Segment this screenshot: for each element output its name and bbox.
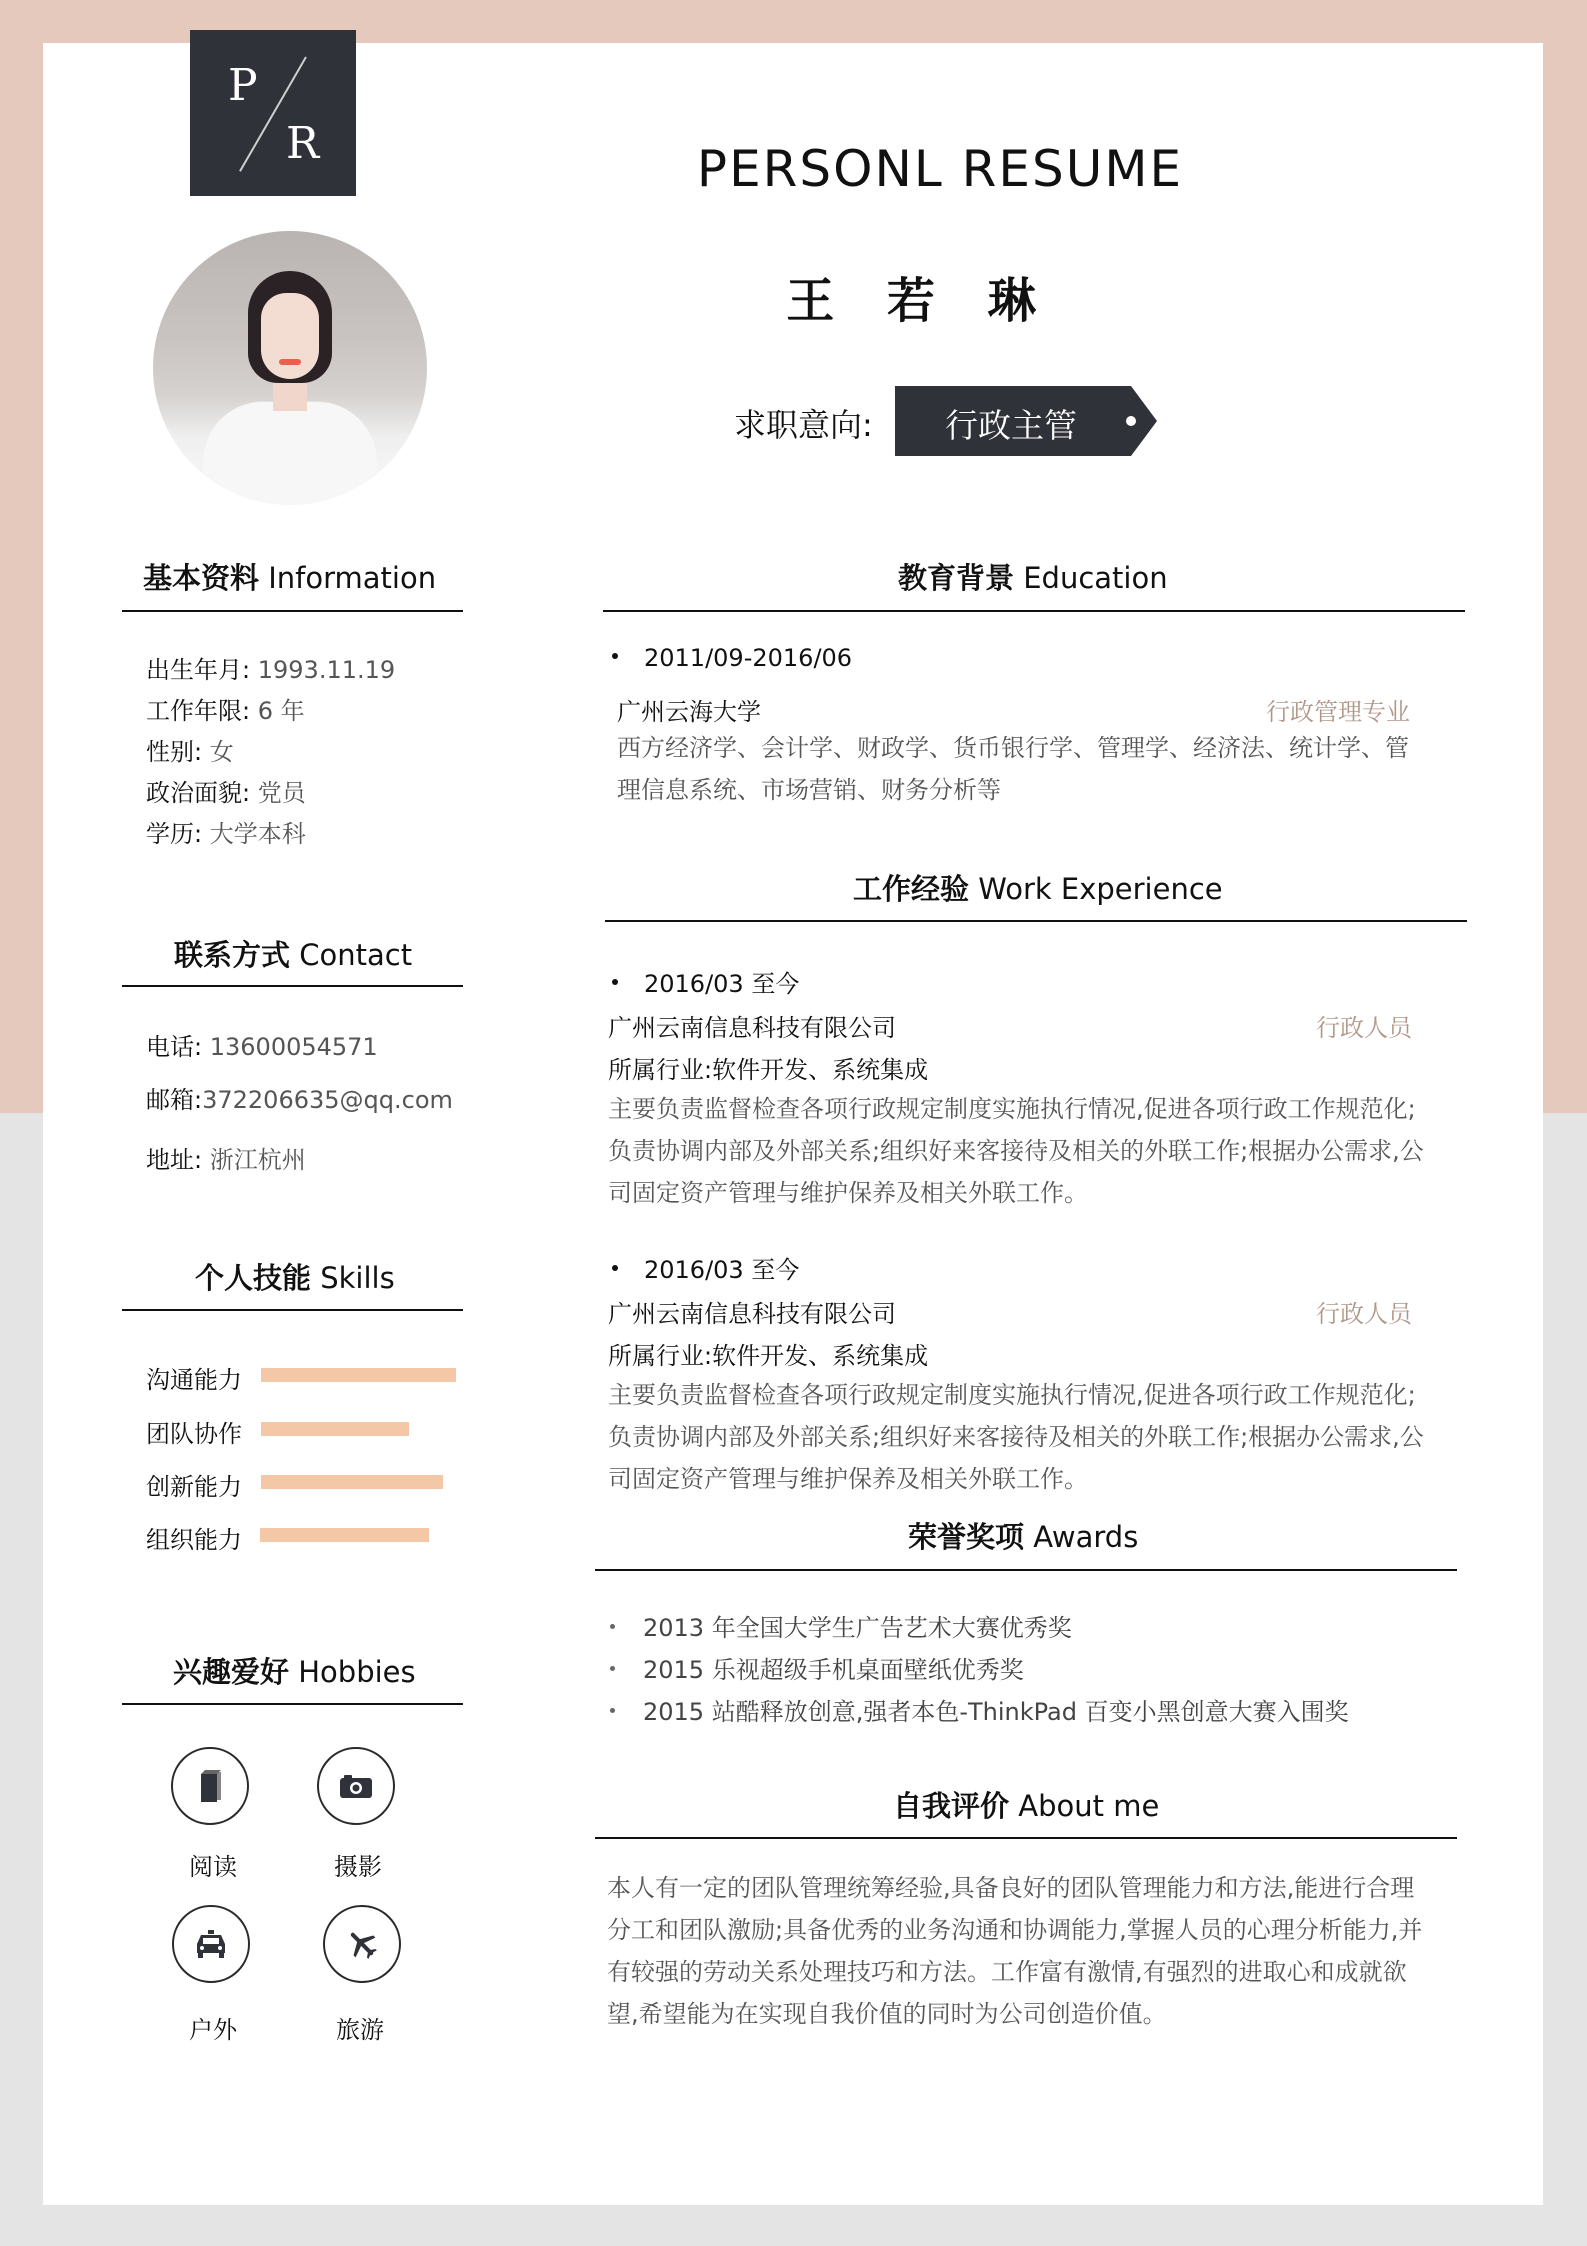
skills-heading — [195, 1256, 395, 1297]
hobby-outdoor — [172, 1905, 250, 1983]
work-heading-cn: 工作经验 — [853, 872, 970, 906]
skill-label: 创新能力 — [146, 1473, 242, 1501]
about-divider — [595, 1837, 1457, 1839]
bullet-dot — [610, 1708, 615, 1713]
skill-label: 组织能力 — [146, 1526, 242, 1554]
bullet-dot — [612, 1265, 618, 1271]
info-label: 学历: — [146, 820, 203, 848]
skill-bar-teamwork — [261, 1422, 409, 1436]
company-name: 广州云南信息科技有限公司 — [608, 1014, 896, 1042]
contact-value: 浙江杭州 — [209, 1146, 306, 1174]
job-intent-value: 行政主管 — [945, 406, 1077, 445]
award-item — [610, 1650, 1024, 1685]
hobby-label: 旅游 — [336, 2016, 384, 2044]
hobbies-divider — [122, 1703, 463, 1705]
info-value: 大学本科 — [209, 820, 306, 848]
awards-heading-en: Awards — [1033, 1520, 1139, 1554]
info-label: 政治面貌: — [146, 779, 251, 807]
photo-lips — [279, 359, 301, 365]
photo-shirt — [203, 401, 377, 505]
industry: 所属行业:软件开发、系统集成 — [608, 1342, 929, 1370]
school-name: 广州云海大学 — [617, 698, 761, 726]
contact-divider — [122, 985, 463, 987]
hobby-label: 阅读 — [189, 1853, 237, 1881]
info-label: 工作年限: — [146, 697, 251, 725]
contact-label: 邮箱: — [146, 1086, 203, 1114]
car-icon — [194, 1929, 228, 1959]
contact-row-phone — [146, 1027, 378, 1062]
skill-label: 沟通能力 — [146, 1366, 242, 1394]
skill-bar-organization — [260, 1528, 429, 1542]
awards-heading — [908, 1515, 1138, 1556]
info-value: 女 — [209, 738, 234, 766]
skills-heading-en: Skills — [320, 1261, 395, 1295]
hobbies-heading-en: Hobbies — [298, 1655, 416, 1689]
email-link[interactable]: 372206635@qq.com — [202, 1086, 453, 1114]
work-period-text: 2016/03 至今 — [644, 970, 800, 998]
info-row-political — [146, 773, 306, 808]
about-heading-cn: 自我评价 — [893, 1789, 1010, 1823]
info-value: 6 年 — [257, 697, 305, 725]
skills-heading-cn: 个人技能 — [195, 1261, 312, 1295]
info-row-gender — [146, 732, 234, 767]
info-value: 1993.11.19 — [257, 656, 396, 684]
pr-logo — [190, 30, 356, 196]
contact-row-address — [146, 1140, 306, 1175]
about-text: 本人有一定的团队管理统筹经验,具备良好的团队管理能力和方法,能进行合理分工和团队激励;具备优秀的业务沟通和协调能力,掌握人员的心理分析能力,并有较强的劳动关系处理技巧和方法。工作富有激情,有强烈的进取心和成就欲望,希望能为在实现自我价值的同时为公司创造价值。 — [607, 1874, 1423, 2028]
airplane-icon — [345, 1927, 379, 1961]
hobby-reading — [171, 1747, 249, 1825]
contact-row-email[interactable] — [146, 1080, 453, 1115]
education-divider — [603, 610, 1465, 612]
camera-icon — [339, 1773, 373, 1799]
award-text: 2015 站酷释放创意,强者本色-ThinkPad 百变小黑创意大赛入围奖 — [643, 1698, 1349, 1726]
work-period-text: 2016/03 至今 — [644, 1256, 800, 1284]
contact-label: 电话: — [146, 1033, 203, 1061]
work-description: 主要负责监督检查各项行政规定制度实施执行情况,促进各项行政工作规范化;负责协调内部及外部关系;组织好来客接待及相关的外联工作;根据办公需求,公司固定资产管理与维护保养及相关外联工作。 — [608, 1095, 1424, 1207]
hobbies-heading-cn: 兴趣爱好 — [173, 1655, 290, 1689]
contact-heading-cn: 联系方式 — [174, 938, 291, 972]
logo-letter-r: R — [286, 118, 320, 169]
education-period — [612, 644, 852, 672]
info-row-birth — [146, 650, 395, 685]
info-row-years — [146, 691, 305, 726]
bullet-dot — [610, 1666, 615, 1671]
bullet-dot — [612, 653, 618, 659]
hobby-photography — [317, 1747, 395, 1825]
person-name: 王 若 琳 — [786, 273, 1054, 329]
job-intent-label: 求职意向: — [734, 406, 873, 444]
education-heading — [898, 556, 1168, 597]
hobby-travel — [323, 1905, 401, 1983]
work-heading-en: Work Experience — [978, 872, 1223, 906]
job-role: 行政人员 — [1316, 1300, 1412, 1328]
work-description: 主要负责监督检查各项行政规定制度实施执行情况,促进各项行政工作规范化;负责协调内部及外部关系;组织好来客接待及相关的外联工作;根据办公需求,公司固定资产管理与维护保养及相关外联工作。 — [608, 1381, 1424, 1493]
award-item — [610, 1692, 1349, 1727]
job-intent-tag — [895, 386, 1157, 456]
award-text: 2013 年全国大学生广告艺术大赛优秀奖 — [643, 1614, 1072, 1642]
award-item — [610, 1608, 1072, 1643]
info-heading-cn: 基本资料 — [143, 561, 260, 595]
about-heading — [893, 1784, 1159, 1825]
contact-heading-en: Contact — [299, 938, 413, 972]
skills-divider — [122, 1309, 463, 1311]
industry: 所属行业:软件开发、系统集成 — [608, 1056, 929, 1084]
work-divider — [605, 920, 1467, 922]
education-heading-cn: 教育背景 — [898, 561, 1015, 595]
page-title: PERSONL RESUME — [696, 140, 1184, 198]
hobbies-heading — [173, 1650, 416, 1691]
bullet-dot — [610, 1624, 615, 1629]
job-role: 行政人员 — [1316, 1014, 1412, 1042]
award-text: 2015 乐视超级手机桌面壁纸优秀奖 — [643, 1656, 1024, 1684]
contact-heading — [174, 933, 412, 974]
info-divider — [122, 610, 463, 612]
info-heading — [143, 556, 436, 597]
info-row-education — [146, 814, 306, 849]
skill-bar-communication — [261, 1368, 456, 1382]
major: 行政管理专业 — [1266, 698, 1410, 726]
company-name: 广州云南信息科技有限公司 — [608, 1300, 896, 1328]
skill-bar-innovation — [261, 1475, 443, 1489]
skill-label: 团队协作 — [146, 1420, 242, 1448]
info-label: 性别: — [146, 738, 203, 766]
book-icon — [195, 1769, 225, 1803]
education-heading-en: Education — [1023, 561, 1168, 595]
work-period — [612, 964, 799, 999]
contact-label: 地址: — [146, 1146, 203, 1174]
hobby-label: 户外 — [189, 2016, 237, 2044]
info-heading-en: Information — [268, 561, 437, 595]
contact-value: 13600054571 — [209, 1033, 378, 1061]
work-heading — [853, 867, 1223, 908]
bullet-dot — [612, 979, 618, 985]
education-period-text: 2011/09-2016/06 — [644, 644, 853, 672]
about-heading-en: About me — [1018, 1789, 1160, 1823]
work-period — [612, 1250, 799, 1285]
info-label: 出生年月: — [146, 656, 251, 684]
photo-face — [261, 293, 319, 379]
awards-heading-cn: 荣誉奖项 — [908, 1520, 1025, 1554]
awards-divider — [595, 1569, 1457, 1571]
logo-letter-p: P — [228, 60, 258, 111]
info-value: 党员 — [257, 779, 306, 807]
courses: 西方经济学、会计学、财政学、货币银行学、管理学、经济法、统计学、管理信息系统、市场营销、财务分析等 — [617, 734, 1409, 804]
hobby-label: 摄影 — [334, 1853, 382, 1881]
profile-photo — [153, 231, 427, 505]
